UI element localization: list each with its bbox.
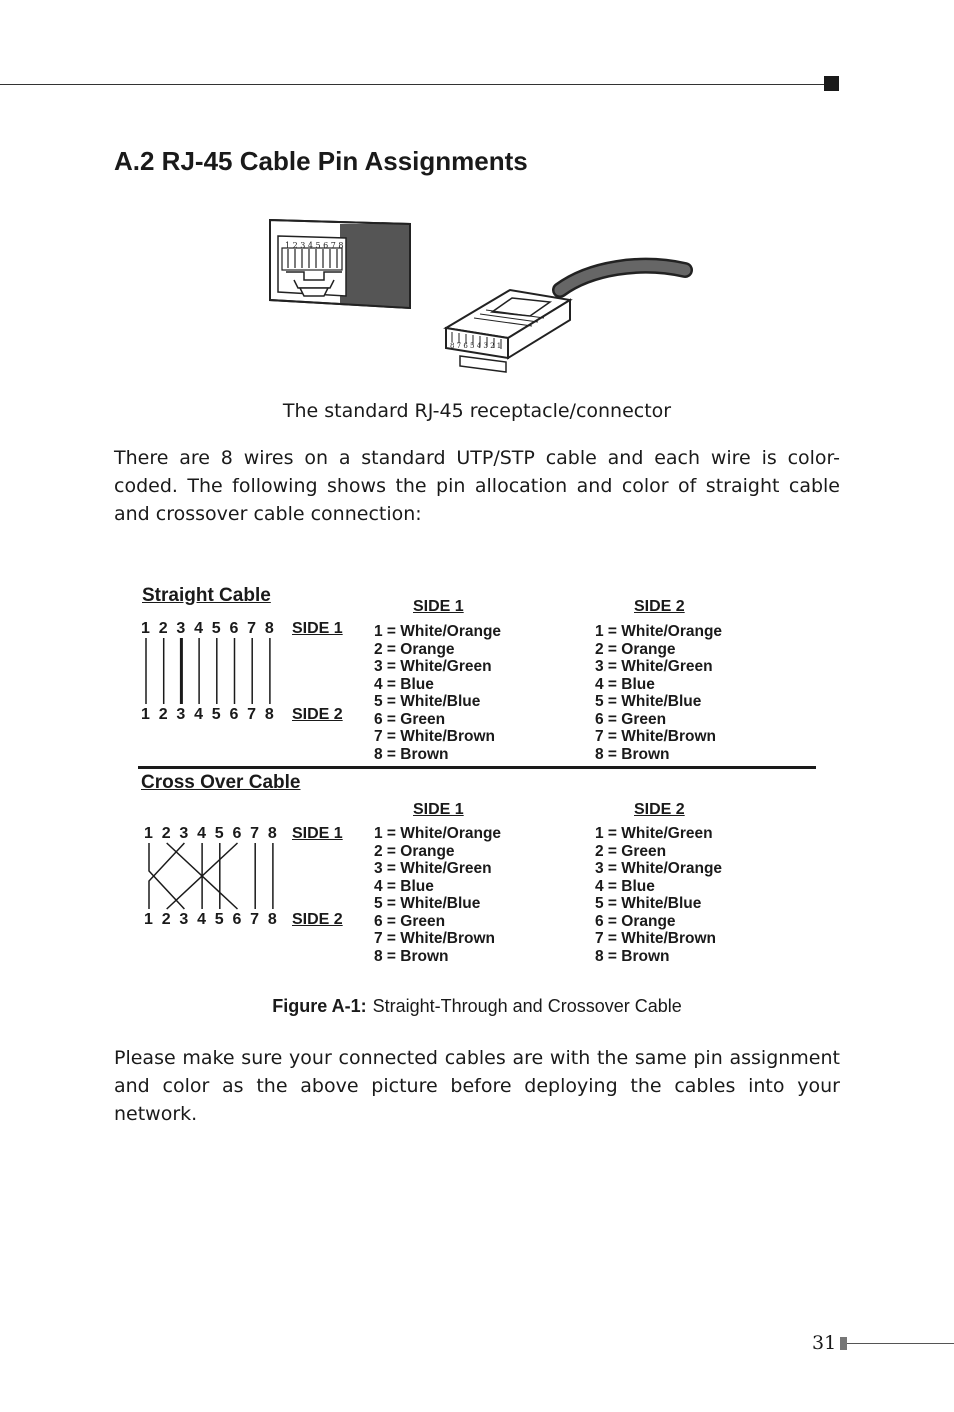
closing-paragraph: Please make sure your connected cables are with the same pin assignment and color as the above picture before deploying the cables into your network. xyxy=(114,1047,840,1125)
pin-number: 7 xyxy=(250,825,260,842)
pin-number: 1 xyxy=(141,706,150,723)
list-item: 8 = Brown xyxy=(595,745,670,763)
straight-side1-header: SIDE 1 xyxy=(413,598,464,615)
straight-side2-pin-list xyxy=(595,623,722,763)
list-item: 3 = White/Green xyxy=(374,658,492,675)
pin-number: 4 xyxy=(197,911,206,928)
section-divider xyxy=(138,766,816,769)
illustration-caption: The standard RJ-45 receptacle/connector xyxy=(282,400,672,422)
straight-side1-label: SIDE 1 xyxy=(292,620,343,637)
pin-number: 1 xyxy=(144,825,153,842)
pin-number: 3 xyxy=(176,706,186,723)
pin-number: 2 xyxy=(158,706,168,723)
section-heading: A.2 RJ-45 Cable Pin Assignments xyxy=(114,146,528,176)
straight-side2-label: SIDE 2 xyxy=(292,706,343,723)
list-item: 8 = Brown xyxy=(595,947,670,965)
pin-number: 7 xyxy=(250,911,260,928)
pin-number: 2 xyxy=(161,825,171,842)
list-item: 3 = White/Green xyxy=(595,658,713,675)
pin-number: 4 xyxy=(194,620,203,637)
list-item: 6 = Green xyxy=(595,710,667,728)
crossover-cable-title: Cross Over Cable xyxy=(141,772,301,793)
list-item: 1 = White/Green xyxy=(595,825,713,842)
list-item: 4 = Blue xyxy=(595,877,655,895)
receptacle-pin-numbers: 1 2 3 4 5 6 7 8 xyxy=(285,241,344,250)
crossover-pin-numbers-bottom xyxy=(144,911,286,929)
list-item: 3 = White/Green xyxy=(374,860,492,877)
footer-rule xyxy=(847,1343,954,1344)
pin-number: 8 xyxy=(264,706,274,723)
straight-side2-header: SIDE 2 xyxy=(634,598,685,615)
pin-number: 8 xyxy=(267,825,277,842)
crossover-wiring-diagram xyxy=(141,841,291,911)
straight-side1-pin-list xyxy=(374,623,501,763)
list-item: 1 = White/Orange xyxy=(374,825,502,842)
list-item: 3 = White/Orange xyxy=(595,860,723,877)
pin-number: 5 xyxy=(214,825,224,842)
list-item: 2 = Orange xyxy=(374,842,455,860)
rj45-illustration xyxy=(260,208,700,383)
pin-number: 3 xyxy=(179,911,189,928)
list-item: 4 = Blue xyxy=(595,675,655,693)
pin-number: 8 xyxy=(267,911,277,928)
pin-number: 4 xyxy=(194,706,203,723)
list-item: 7 = White/Brown xyxy=(595,930,716,947)
list-item: 5 = White/Blue xyxy=(595,895,702,912)
list-item: 2 = Orange xyxy=(374,640,455,658)
pin-number: 6 xyxy=(232,911,242,928)
pin-number: 3 xyxy=(176,620,186,637)
intro-paragraph: There are 8 wires on a standard UTP/STP cable and each wire is color-coded. The following shows the pin allocation and color of straight cable and crossover cable connection: xyxy=(114,447,840,525)
list-item: 7 = White/Brown xyxy=(374,728,495,745)
rj45-cable-graphic xyxy=(560,266,685,290)
list-item: 2 = Orange xyxy=(595,640,676,658)
straight-wiring-diagram xyxy=(138,636,288,706)
plug-pin-numbers: 8 7 6 5 4 3 2 1 xyxy=(450,342,502,350)
pin-number: 6 xyxy=(232,825,242,842)
crossover-side1-pin-list xyxy=(374,825,501,965)
pin-number: 5 xyxy=(211,620,221,637)
list-item: 5 = White/Blue xyxy=(374,895,481,912)
pin-number: 5 xyxy=(214,911,224,928)
header-square-mark xyxy=(824,76,839,91)
figure-title: Straight-Through and Crossover Cable xyxy=(372,996,682,1016)
list-item: 1 = White/Orange xyxy=(595,623,723,640)
list-item: 4 = Blue xyxy=(374,877,434,895)
list-item: 2 = Green xyxy=(595,842,667,860)
pin-number: 1 xyxy=(141,620,150,637)
straight-cable-title: Straight Cable xyxy=(142,585,271,606)
list-item: 6 = Orange xyxy=(595,912,676,930)
figure-label: Figure A-1: xyxy=(272,996,367,1016)
pin-number: 6 xyxy=(229,706,239,723)
crossover-side1-header: SIDE 1 xyxy=(413,801,464,818)
pin-number: 3 xyxy=(179,825,189,842)
list-item: 6 = Green xyxy=(374,710,446,728)
figure-caption xyxy=(0,996,954,1017)
pin-number: 1 xyxy=(144,911,153,928)
crossover-side2-header: SIDE 2 xyxy=(634,801,685,818)
rj45-receptacle-graphic xyxy=(270,220,410,308)
list-item: 5 = White/Blue xyxy=(595,693,702,710)
list-item: 1 = White/Orange xyxy=(374,623,502,640)
list-item: 7 = White/Brown xyxy=(374,930,495,947)
header-rule xyxy=(0,84,826,85)
list-item: 7 = White/Brown xyxy=(595,728,716,745)
pin-number: 5 xyxy=(211,706,221,723)
straight-pin-numbers-bottom xyxy=(141,706,283,724)
crossover-side2-label: SIDE 2 xyxy=(292,911,343,928)
list-item: 4 = Blue xyxy=(374,675,434,693)
footer-mark xyxy=(840,1337,847,1350)
list-item: 6 = Green xyxy=(374,912,446,930)
pin-number: 6 xyxy=(229,620,239,637)
list-item: 5 = White/Blue xyxy=(374,693,481,710)
crossover-side1-label: SIDE 1 xyxy=(292,825,343,842)
pin-number: 7 xyxy=(247,620,257,637)
pin-number: 7 xyxy=(247,706,257,723)
crossover-side2-pin-list xyxy=(595,825,722,965)
pin-number: 2 xyxy=(158,620,168,637)
page-number: 31 xyxy=(812,1332,837,1354)
list-item: 8 = Brown xyxy=(374,745,449,763)
pin-number: 4 xyxy=(197,825,206,842)
list-item: 8 = Brown xyxy=(374,947,449,965)
pin-number: 2 xyxy=(161,911,171,928)
rj45-plug-graphic xyxy=(446,290,570,372)
pin-number: 8 xyxy=(264,620,274,637)
